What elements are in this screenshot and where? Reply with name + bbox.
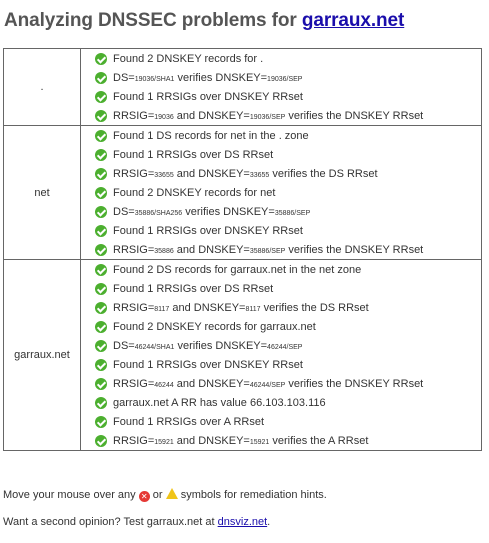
check-text-part: and DNSKEY= <box>173 243 250 256</box>
yellow-warning-icon <box>166 488 178 499</box>
check-text-part: verifies the DS RRset <box>260 301 369 314</box>
check-text-part: DS= <box>113 71 135 84</box>
green-check-icon[interactable] <box>95 264 107 276</box>
key-tag: 15921 <box>154 438 174 446</box>
check-item <box>81 279 481 298</box>
check-item <box>81 298 481 317</box>
check-text-part: Found 2 DS records for garraux.net in the net zone <box>113 263 362 276</box>
hint-between: or <box>149 489 166 501</box>
check-text <box>113 149 273 161</box>
key-tag: 15921 <box>249 438 270 446</box>
check-text-part: RRSIG= <box>113 243 155 256</box>
results-table <box>3 48 482 451</box>
check-text-part: verifies the DS RRset <box>269 167 378 180</box>
check-item <box>81 355 481 374</box>
check-text <box>113 91 303 103</box>
key-tag: 35886/SHA256 <box>134 209 183 217</box>
check-text-part: DS= <box>113 339 135 352</box>
key-tag: 8117 <box>245 305 261 313</box>
second-opinion-text <box>3 516 270 528</box>
domain-link[interactable]: garraux.net <box>301 10 405 31</box>
check-text <box>113 225 303 237</box>
zone-row <box>4 126 482 260</box>
key-tag: 19036/SEP <box>267 75 303 83</box>
check-item <box>81 317 481 336</box>
check-item <box>81 202 481 221</box>
check-text-part: Found 1 RRSIGs over DNSKEY RRset <box>113 90 303 103</box>
green-check-icon[interactable] <box>95 416 107 428</box>
check-text-part: Found 2 DNSKEY records for . <box>113 52 264 65</box>
green-check-icon[interactable] <box>95 110 107 122</box>
check-text-part: and DNSKEY= <box>173 434 250 447</box>
key-tag: 46244/SHA1 <box>134 343 175 351</box>
check-text <box>113 359 303 371</box>
check-text <box>113 416 264 428</box>
check-item <box>81 68 481 87</box>
check-text <box>113 244 423 256</box>
zone-checks <box>81 126 482 260</box>
check-item <box>81 336 481 355</box>
check-text <box>113 264 361 276</box>
check-text-part: verifies DNSKEY= <box>174 71 268 84</box>
check-item <box>81 145 481 164</box>
check-text-part: verifies the DNSKEY RRset <box>285 377 424 390</box>
check-text <box>113 110 423 122</box>
key-tag: 35886/SEP <box>274 209 311 217</box>
check-text-part: Found 1 RRSIGs over DNSKEY RRset <box>113 358 303 371</box>
zone-checks <box>81 260 482 451</box>
green-check-icon[interactable] <box>95 435 107 447</box>
check-text-part: Found 1 RRSIGs over DS RRset <box>113 282 274 295</box>
check-text-part: RRSIG= <box>113 167 155 180</box>
results-body <box>4 49 482 451</box>
check-text <box>113 340 302 352</box>
check-item <box>81 106 481 125</box>
check-text-part: Found 1 RRSIGs over A RRset <box>113 415 265 428</box>
key-tag: 46244/SEP <box>249 381 286 389</box>
check-text <box>113 397 326 409</box>
check-item <box>81 240 481 259</box>
key-tag: 35886 <box>154 247 174 255</box>
check-item <box>81 393 481 412</box>
check-text-part: and DNSKEY= <box>173 377 250 390</box>
check-item <box>81 126 481 145</box>
check-text <box>113 206 310 218</box>
check-text <box>113 72 302 84</box>
dnsviz-link[interactable]: dnsviz.net <box>217 516 268 528</box>
hint-before: Move your mouse over any <box>3 489 139 501</box>
check-item <box>81 431 481 450</box>
zone-row <box>4 49 482 126</box>
check-text <box>113 302 369 314</box>
green-check-icon[interactable] <box>95 53 107 65</box>
green-check-icon[interactable] <box>95 91 107 103</box>
check-item <box>81 87 481 106</box>
check-text <box>113 53 263 65</box>
red-x-icon: ✕ <box>139 491 150 502</box>
key-tag: 35886/SEP <box>249 247 286 255</box>
check-text-part: Found 1 DS records for net in the . zone <box>113 129 309 142</box>
page-title-prefix: Analyzing DNSSEC problems for <box>4 10 302 31</box>
zone-name: net <box>4 126 81 260</box>
hint-after: symbols for remediation hints. <box>177 489 327 501</box>
check-text-part: Found 2 DNSKEY records for net <box>113 186 276 199</box>
key-tag: 19036/SHA1 <box>134 75 175 83</box>
green-check-icon[interactable] <box>95 321 107 333</box>
check-text-part: RRSIG= <box>113 377 155 390</box>
key-tag: 33655 <box>154 171 174 179</box>
check-text-part: Found 1 RRSIGs over DS RRset <box>113 148 274 161</box>
check-text-part: and DNSKEY= <box>173 167 250 180</box>
check-text-part: verifies the DNSKEY RRset <box>285 243 424 256</box>
check-text <box>113 130 309 142</box>
check-item <box>81 260 481 279</box>
check-text-part: and DNSKEY= <box>173 109 250 122</box>
green-check-icon[interactable] <box>95 72 107 84</box>
check-text-part: verifies the DNSKEY RRset <box>285 109 424 122</box>
second-opinion-before: Want a second opinion? Test garraux.net at <box>3 516 218 528</box>
green-check-icon[interactable] <box>95 244 107 256</box>
green-check-icon[interactable] <box>95 149 107 161</box>
check-text-part: Found 2 DNSKEY records for garraux.net <box>113 320 316 333</box>
page-title <box>4 10 404 32</box>
check-text-part: DS= <box>113 205 135 218</box>
green-check-icon[interactable] <box>95 302 107 314</box>
key-tag: 33655 <box>249 171 270 179</box>
check-text <box>113 378 423 390</box>
hint-text <box>3 488 327 502</box>
check-item <box>81 49 481 68</box>
key-tag: 46244 <box>154 381 174 389</box>
check-item <box>81 374 481 393</box>
check-item <box>81 164 481 183</box>
check-item <box>81 183 481 202</box>
green-check-icon[interactable] <box>95 168 107 180</box>
green-check-icon[interactable] <box>95 340 107 352</box>
check-text-part: RRSIG= <box>113 301 155 314</box>
check-item <box>81 221 481 240</box>
check-text-part: garraux.net A RR has value 66.103.103.116 <box>113 396 326 409</box>
check-text-part: verifies DNSKEY= <box>182 205 275 218</box>
green-check-icon[interactable] <box>95 130 107 142</box>
green-check-icon[interactable] <box>95 397 107 409</box>
green-check-icon[interactable] <box>95 378 107 390</box>
check-text-part: RRSIG= <box>113 109 155 122</box>
check-text-part: verifies the A RRset <box>269 434 369 447</box>
zone-checks <box>81 49 482 126</box>
check-text-part: Found 1 RRSIGs over DNSKEY RRset <box>113 224 303 237</box>
zone-name: garraux.net <box>4 260 81 451</box>
check-item <box>81 412 481 431</box>
key-tag: 19036 <box>154 113 174 121</box>
green-check-icon[interactable] <box>95 225 107 237</box>
key-tag: 19036/SEP <box>249 113 286 121</box>
key-tag: 8117 <box>154 305 170 313</box>
check-text-part: verifies DNSKEY= <box>174 339 268 352</box>
check-text <box>113 187 275 199</box>
check-text <box>113 168 378 180</box>
check-text <box>113 283 273 295</box>
check-text <box>113 435 368 447</box>
second-opinion-after: . <box>267 516 271 528</box>
green-check-icon[interactable] <box>95 187 107 199</box>
green-check-icon[interactable] <box>95 359 107 371</box>
check-text-part: and DNSKEY= <box>169 301 246 314</box>
zone-row <box>4 260 482 451</box>
key-tag: 46244/SEP <box>267 343 303 351</box>
zone-name: . <box>4 49 81 126</box>
green-check-icon[interactable] <box>95 206 107 218</box>
green-check-icon[interactable] <box>95 283 107 295</box>
check-text <box>113 321 316 333</box>
check-text-part: RRSIG= <box>113 434 155 447</box>
